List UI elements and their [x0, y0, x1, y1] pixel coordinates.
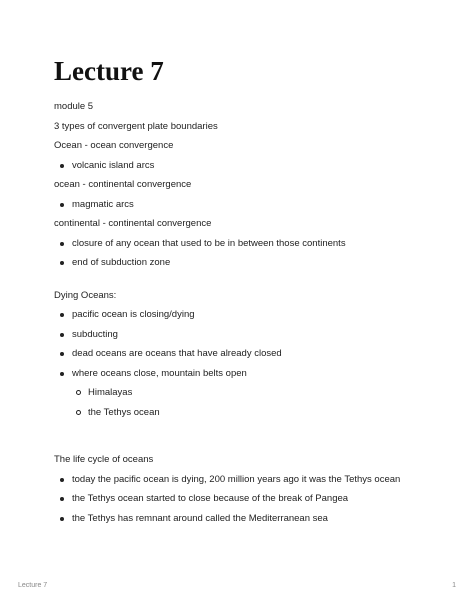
list-item: pacific ocean is closing/dying [54, 308, 434, 322]
list-item: today the pacific ocean is dying, 200 million years ago it was the Tethys ocean [54, 473, 434, 487]
sub-list-item: Himalayas [54, 386, 434, 400]
page-title: Lecture 7 [54, 56, 164, 86]
list-item: end of subduction zone [54, 256, 434, 270]
continental-continental-list [54, 237, 434, 271]
document-body [54, 100, 434, 531]
ocean-continental-heading: ocean - continental convergence [54, 179, 192, 190]
ocean-continental-list [54, 198, 434, 212]
list-item: volcanic island arcs [54, 159, 434, 173]
ocean-ocean-list [54, 159, 434, 173]
list-item: magmatic arcs [54, 198, 434, 212]
dying-oceans-list [54, 308, 434, 420]
sub-list-item: the Tethys ocean [54, 406, 434, 420]
list-item: the Tethys ocean started to close because of the break of Pangea [54, 492, 434, 506]
list-item: subducting [54, 328, 434, 342]
dying-oceans-heading: Dying Oceans: [54, 289, 117, 301]
footer-title: Lecture 7 [18, 582, 48, 589]
list-item: dead oceans are oceans that have already closed [54, 347, 434, 361]
convergent-types-line: 3 types of convergent plate boundaries [54, 120, 218, 132]
ocean-ocean-heading: Ocean - ocean convergence [54, 140, 174, 151]
page-number: 1 [452, 582, 456, 589]
module-line: module 5 [54, 101, 94, 112]
list-item: the Tethys has remnant around called the Mediterranean sea [54, 512, 434, 526]
life-cycle-list [54, 473, 434, 526]
list-item: closure of any ocean that used to be in between those continents [54, 237, 434, 251]
continental-continental-heading: continental - continental convergence [54, 218, 212, 229]
list-item: where oceans close, mountain belts open [54, 367, 434, 381]
life-cycle-heading: The life cycle of oceans [54, 454, 154, 465]
